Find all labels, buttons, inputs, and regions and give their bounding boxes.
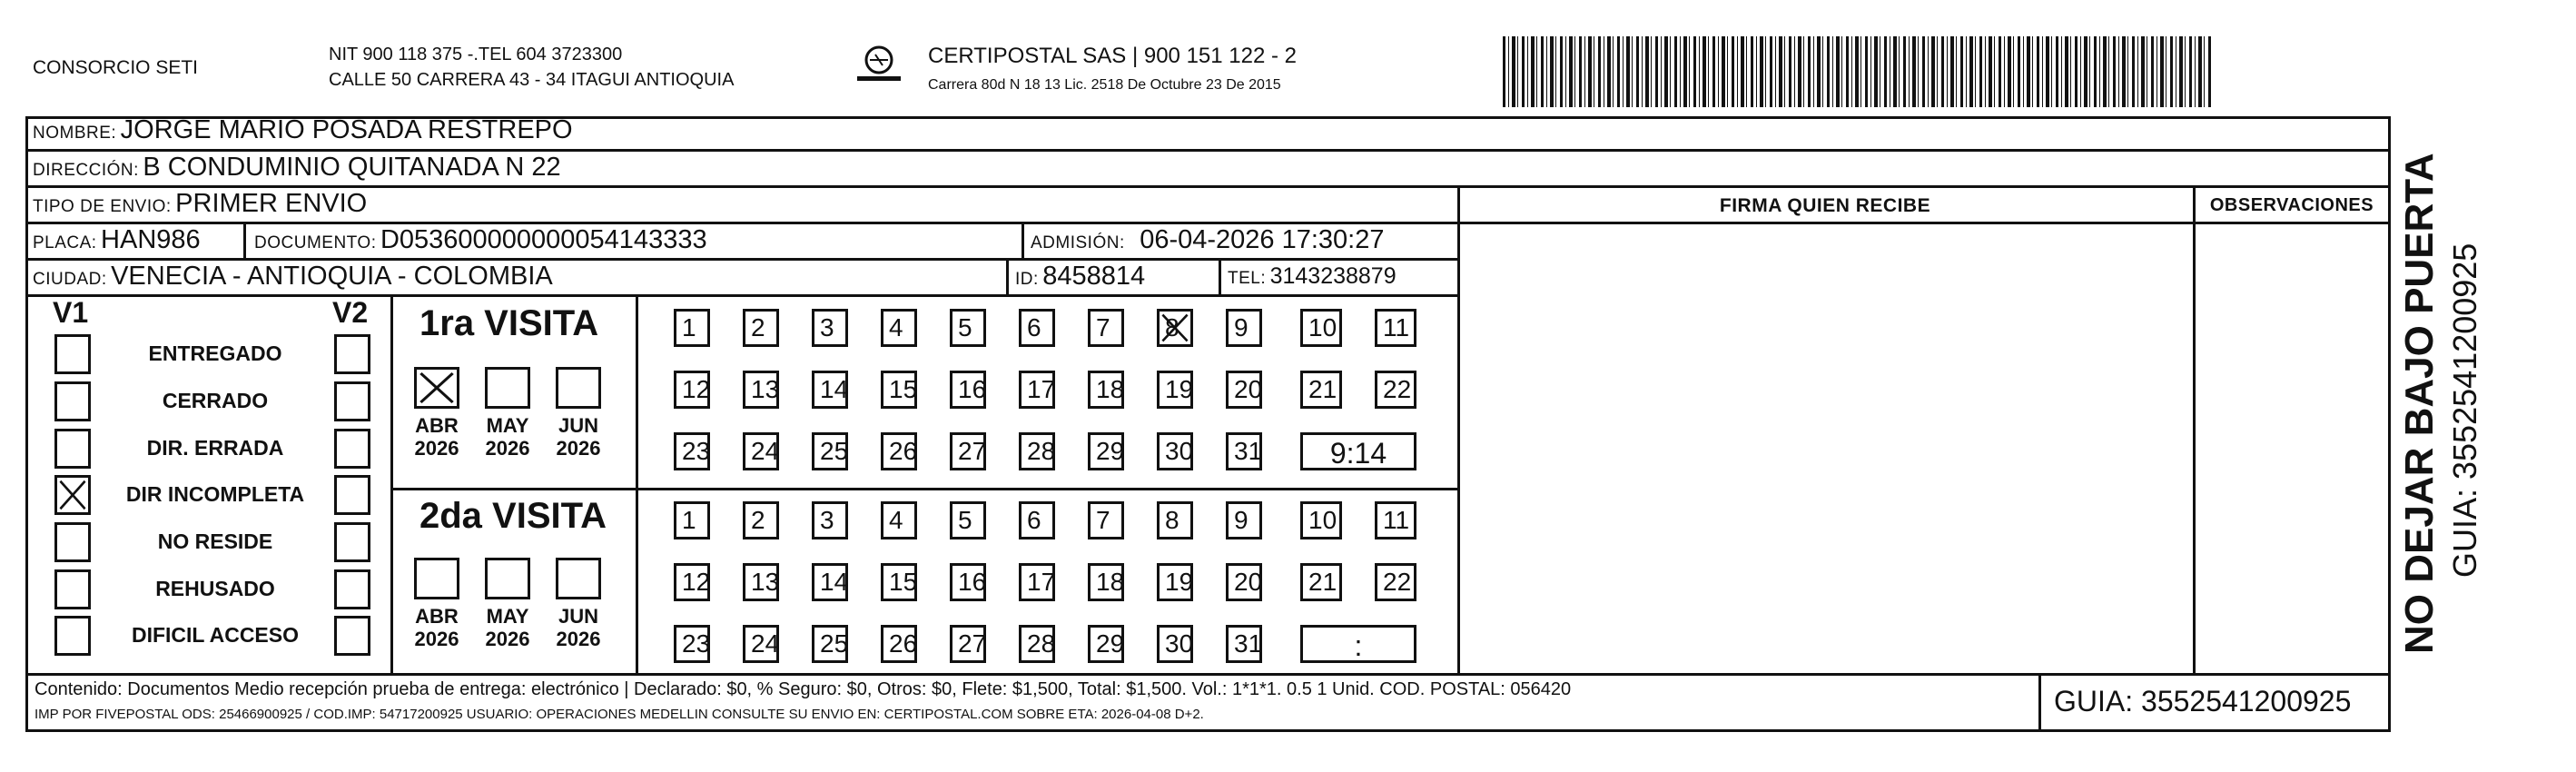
visit1-day-box[interactable] xyxy=(674,432,710,470)
visit1-day-box[interactable] xyxy=(674,309,710,347)
visit2-month-label xyxy=(405,605,469,650)
visit2-day-box[interactable] xyxy=(1375,501,1416,539)
v1-checkbox[interactable] xyxy=(54,616,91,656)
visit1-month-checkbox[interactable] xyxy=(556,367,601,409)
v2-checkbox[interactable] xyxy=(334,616,370,656)
nombre-label: NOMBRE: xyxy=(33,124,117,143)
visit1-day-number: 29 xyxy=(1096,437,1125,465)
visit2-month-year: 2026 xyxy=(556,628,601,650)
visit1-day-number: 10 xyxy=(1308,313,1337,341)
status-label: DIR. ERRADA xyxy=(146,436,284,460)
visit2-day-box[interactable] xyxy=(950,563,986,601)
visit1-day-number: 8 xyxy=(1165,313,1179,341)
nit-line-1: NIT 900 118 375 -.TEL 604 3723300 xyxy=(329,45,623,64)
ciudad-field xyxy=(33,262,553,292)
v2-checkbox[interactable] xyxy=(334,429,370,469)
admision-divider xyxy=(1022,222,1024,258)
visit2-day-number: 9 xyxy=(1234,506,1249,534)
v2-checkbox[interactable] xyxy=(334,334,370,374)
visit2-day-number: 22 xyxy=(1383,568,1412,596)
status-label: REHUSADO xyxy=(155,577,275,600)
visit2-day-number: 27 xyxy=(958,629,987,658)
status-label: ENTREGADO xyxy=(148,341,282,365)
placa-label: PLACA: xyxy=(33,233,97,252)
visit2-month-label xyxy=(547,605,610,650)
visit1-day-box[interactable] xyxy=(1088,309,1124,347)
visit2-title: 2da VISITA xyxy=(419,496,607,536)
visit1-day-box[interactable] xyxy=(1300,309,1342,347)
visit1-day-box[interactable] xyxy=(1157,432,1193,470)
visit1-title: 1ra VISITA xyxy=(419,303,599,343)
visit1-month-checkbox[interactable] xyxy=(414,367,459,409)
visit1-day-number: 26 xyxy=(889,437,918,465)
visit1-month-name: MAY xyxy=(486,414,529,437)
placa-field xyxy=(33,225,201,255)
visit1-day-number: 5 xyxy=(958,313,972,341)
visit2-day-number: 25 xyxy=(820,629,849,658)
visit2-day-box[interactable] xyxy=(1300,563,1342,601)
visit1-day-check-icon xyxy=(1160,312,1190,344)
status-label: DIR INCOMPLETA xyxy=(125,482,305,506)
visit2-day-number: 17 xyxy=(1027,568,1056,596)
visit1-day-box[interactable] xyxy=(950,309,986,347)
visit2-day-number: 16 xyxy=(958,568,987,596)
visit2-day-box[interactable] xyxy=(1019,501,1055,539)
admision-value: 06-04-2026 17:30:27 xyxy=(1140,225,1385,254)
visit2-day-number: 11 xyxy=(1383,506,1410,534)
visit1-day-number: 6 xyxy=(1027,313,1041,341)
v1-checkbox[interactable] xyxy=(54,475,91,515)
frame-right xyxy=(2388,116,2391,731)
visit2-month-checkbox[interactable] xyxy=(414,558,459,599)
visit1-day-number: 30 xyxy=(1165,437,1194,465)
visit2-day-box[interactable] xyxy=(812,501,848,539)
visit2-day-number: 12 xyxy=(682,568,711,596)
documento-value: D053600000000054143333 xyxy=(380,225,707,254)
documento-label: DOCUMENTO: xyxy=(254,233,377,252)
visit2-day-number: 29 xyxy=(1096,629,1125,658)
placa-divider xyxy=(243,222,246,258)
visit1-day-number: 9 xyxy=(1234,313,1249,341)
visit2-day-box[interactable] xyxy=(950,501,986,539)
visit1-day-box[interactable] xyxy=(812,371,848,409)
visit2-day-number: 4 xyxy=(889,506,903,534)
visit1-day-number: 2 xyxy=(751,313,765,341)
row-line-5 xyxy=(25,294,1460,297)
visit1-day-box[interactable] xyxy=(1088,371,1124,409)
id-divider xyxy=(1006,258,1009,294)
visit2-month-name: MAY xyxy=(486,605,529,628)
visit2-time-value: : xyxy=(1354,629,1363,662)
placa-value: HAN986 xyxy=(101,225,201,254)
visit1-day-number: 16 xyxy=(958,375,987,403)
visit2-day-number: 5 xyxy=(958,506,972,534)
admision-field xyxy=(1031,225,1384,255)
v1-checkbox[interactable] xyxy=(54,334,91,374)
tel-label: TEL: xyxy=(1228,269,1267,288)
visit2-day-number: 7 xyxy=(1096,506,1110,534)
visit1-day-number: 20 xyxy=(1234,375,1263,403)
visit2-day-box[interactable] xyxy=(1157,501,1193,539)
visit1-month-year: 2026 xyxy=(556,437,601,460)
visit2-day-number: 6 xyxy=(1027,506,1041,534)
visit2-day-box[interactable] xyxy=(743,501,779,539)
visit2-month-name: JUN xyxy=(558,605,598,628)
visit2-day-box[interactable] xyxy=(1157,563,1193,601)
visit2-month-year: 2026 xyxy=(485,628,530,650)
visit2-day-box[interactable] xyxy=(1019,625,1055,663)
visit1-day-number: 19 xyxy=(1165,375,1194,403)
visit1-day-box[interactable] xyxy=(1088,432,1124,470)
visit1-month-year: 2026 xyxy=(414,437,459,460)
visit2-day-number: 13 xyxy=(751,568,780,596)
frame-left xyxy=(25,116,28,731)
v2-header: V2 xyxy=(332,296,369,329)
visit1-month-label xyxy=(476,414,539,460)
side-guia: GUIA: 3552541200925 xyxy=(2446,242,2483,578)
admision-label: ADMISIÓN: xyxy=(1031,233,1125,252)
footer-line-2: IMP POR FIVEPOSTAL ODS: 25466900925 / COD.IMP: 54717200925 USUARIO: OPERACIONES MEDELLIN CONSULTE SU ENVIO EN: CERTIPOSTAL.COM SOBRE ETA: 2026-04-08 D+2. xyxy=(35,707,1204,722)
visit1-month-label xyxy=(405,414,469,460)
visit1-day-number: 3 xyxy=(820,313,834,341)
v1-checkbox[interactable] xyxy=(54,569,91,609)
visit1-month-year: 2026 xyxy=(485,437,530,460)
visit1-day-box[interactable] xyxy=(1157,371,1193,409)
visit2-month-checkbox[interactable] xyxy=(485,558,530,599)
v2-checkbox[interactable] xyxy=(334,381,370,421)
visit2-day-number: 30 xyxy=(1165,629,1194,658)
direccion-field xyxy=(33,153,561,183)
visit2-day-box[interactable] xyxy=(674,563,710,601)
visit2-day-number: 23 xyxy=(682,629,711,658)
visit2-month-label xyxy=(476,605,539,650)
nit-line-2: CALLE 50 CARRERA 43 - 34 ITAGUI ANTIOQUIA xyxy=(329,70,735,90)
v2-checkbox[interactable] xyxy=(334,475,370,515)
visit2-day-number: 19 xyxy=(1165,568,1194,596)
visit1-day-number: 23 xyxy=(682,437,711,465)
visit1-day-box[interactable] xyxy=(881,309,917,347)
visit1-day-number: 21 xyxy=(1308,375,1337,403)
visit1-month-label xyxy=(547,414,610,460)
visit2-day-box[interactable] xyxy=(950,625,986,663)
visit2-day-box[interactable] xyxy=(1157,625,1193,663)
visit2-day-box[interactable] xyxy=(1019,563,1055,601)
tipo-field xyxy=(33,189,367,219)
footer-guia-divider xyxy=(2038,673,2041,729)
visit2-day-box[interactable] xyxy=(881,563,917,601)
visit1-day-number: 27 xyxy=(958,437,987,465)
visit1-day-box[interactable] xyxy=(1226,432,1262,470)
visit1-day-box[interactable] xyxy=(881,432,917,470)
visit2-day-number: 14 xyxy=(820,568,849,596)
visit2-day-box[interactable] xyxy=(881,625,917,663)
footer-guia: GUIA: 3552541200925 xyxy=(2054,685,2352,718)
visit2-day-number: 31 xyxy=(1234,629,1263,658)
postal-logo-icon xyxy=(854,40,904,87)
visit2-day-box[interactable] xyxy=(743,625,779,663)
visit2-day-box[interactable] xyxy=(1088,563,1124,601)
visit1-day-box[interactable] xyxy=(1375,371,1416,409)
visit2-month-year: 2026 xyxy=(414,628,459,650)
visit1-day-number: 15 xyxy=(889,375,918,403)
visit1-day-number: 18 xyxy=(1096,375,1125,403)
visit1-day-number: 24 xyxy=(751,437,780,465)
row-line-2 xyxy=(25,185,2388,188)
tel-value: 3143238879 xyxy=(1269,263,1397,289)
row-line-1 xyxy=(25,149,2388,152)
nombre-value: JORGE MARIO POSADA RESTREPO xyxy=(120,115,573,144)
visit2-day-number: 24 xyxy=(751,629,780,658)
visit1-month-checkbox[interactable] xyxy=(485,367,530,409)
certipostal-line-2: Carrera 80d N 18 13 Lic. 2518 De Octubre 23 De 2015 xyxy=(928,77,1281,93)
visit2-day-box[interactable] xyxy=(881,501,917,539)
visit-divider xyxy=(390,488,1457,490)
visit1-day-number: 4 xyxy=(889,313,903,341)
tipo-label: TIPO DE ENVIO: xyxy=(33,197,172,216)
visit1-month-name: ABR xyxy=(415,414,459,437)
visit1-day-number: 1 xyxy=(682,313,696,341)
visit1-day-number: 17 xyxy=(1027,375,1056,403)
visit2-day-box[interactable] xyxy=(1226,501,1262,539)
company-name: CONSORCIO SETI xyxy=(33,57,199,78)
visit2-day-box[interactable] xyxy=(1226,625,1262,663)
visit2-day-number: 10 xyxy=(1308,506,1337,534)
nombre-field xyxy=(33,115,573,145)
visit1-day-box[interactable] xyxy=(881,371,917,409)
visit1-day-box[interactable] xyxy=(743,432,779,470)
visit1-day-number: 7 xyxy=(1096,313,1110,341)
visit1-day-box[interactable] xyxy=(743,371,779,409)
visit2-day-box[interactable] xyxy=(1088,625,1124,663)
visit1-day-box[interactable] xyxy=(812,432,848,470)
visit2-day-number: 3 xyxy=(820,506,834,534)
footer-line xyxy=(25,673,2388,676)
visit1-time-box[interactable] xyxy=(1300,432,1416,470)
visit1-day-number: 11 xyxy=(1383,313,1410,341)
barcode xyxy=(1503,36,2211,107)
visit2-day-number: 1 xyxy=(682,506,696,534)
visit2-day-box[interactable] xyxy=(1300,501,1342,539)
row-line-3 xyxy=(25,222,2388,224)
v1-checkbox[interactable] xyxy=(54,381,91,421)
frame-bottom xyxy=(25,729,2391,732)
visit1-day-number: 22 xyxy=(1383,375,1412,403)
observaciones-label: OBSERVACIONES xyxy=(2209,195,2374,215)
ciudad-value: VENECIA - ANTIOQUIA - COLOMBIA xyxy=(111,262,553,291)
visit1-day-box[interactable] xyxy=(1019,432,1055,470)
visit2-day-number: 8 xyxy=(1165,506,1179,534)
visit1-time-value: 9:14 xyxy=(1329,437,1387,470)
v1-header: V1 xyxy=(53,296,89,329)
footer-line-1: Contenido: Documentos Medio recepción prueba de entrega: electrónico | Declarado: $0, % Seguro: $0, Otros: $0, Flete: $1,500, Total: $1,500. Vol.: 1*1*1. 0.5 1 Unid. COD. POSTAL: 056420 xyxy=(35,679,1572,699)
visit-col-right xyxy=(636,294,638,673)
visit2-month-checkbox[interactable] xyxy=(556,558,601,599)
direccion-label: DIRECCIÓN: xyxy=(33,161,139,180)
visit1-day-box[interactable] xyxy=(1300,371,1342,409)
visit1-day-box[interactable] xyxy=(1157,309,1193,347)
visit1-day-box[interactable] xyxy=(950,432,986,470)
visit2-day-number: 26 xyxy=(889,629,918,658)
visit1-day-box[interactable] xyxy=(674,371,710,409)
visit2-day-box[interactable] xyxy=(812,563,848,601)
status-label: DIFICIL ACCESO xyxy=(131,623,299,647)
visit2-day-box[interactable] xyxy=(743,563,779,601)
tipo-value: PRIMER ENVIO xyxy=(175,189,368,218)
certipostal-line-1: CERTIPOSTAL SAS | 900 151 122 - 2 xyxy=(928,44,1297,68)
visit1-day-number: 13 xyxy=(751,375,780,403)
visit2-day-box[interactable] xyxy=(812,625,848,663)
visit1-day-box[interactable] xyxy=(1019,371,1055,409)
visit2-day-box[interactable] xyxy=(1375,563,1416,601)
visit2-day-number: 15 xyxy=(889,568,918,596)
row-line-4 xyxy=(25,258,1460,261)
v1-checkbox[interactable] xyxy=(54,522,91,562)
direccion-value: B CONDUMINIO QUITANADA N 22 xyxy=(143,153,561,182)
visit1-day-number: 25 xyxy=(820,437,849,465)
id-field xyxy=(1015,262,1145,292)
ciudad-label: CIUDAD: xyxy=(33,270,107,289)
visit2-day-number: 21 xyxy=(1308,568,1337,596)
visit1-day-box[interactable] xyxy=(1226,309,1262,347)
id-label: ID: xyxy=(1015,270,1039,289)
visit2-day-number: 28 xyxy=(1027,629,1056,658)
visit1-day-box[interactable] xyxy=(1226,371,1262,409)
tel-divider xyxy=(1219,258,1221,294)
visit1-day-box[interactable] xyxy=(1019,309,1055,347)
visit2-day-number: 2 xyxy=(751,506,765,534)
v2-checkbox[interactable] xyxy=(334,522,370,562)
status-label: NO RESIDE xyxy=(157,530,273,553)
firma-label: FIRMA QUIEN RECIBE xyxy=(1719,195,1931,216)
visit1-day-number: 31 xyxy=(1234,437,1263,465)
obs-col-left xyxy=(2193,185,2196,673)
visit2-day-box[interactable] xyxy=(1226,563,1262,601)
visit2-time-box[interactable] xyxy=(1300,625,1416,663)
visit1-day-box[interactable] xyxy=(812,309,848,347)
visit2-day-box[interactable] xyxy=(674,625,710,663)
visit1-day-box[interactable] xyxy=(743,309,779,347)
v1-checkbox[interactable] xyxy=(54,429,91,469)
status-col-right xyxy=(390,294,393,673)
visit2-day-number: 18 xyxy=(1096,568,1125,596)
tel-field xyxy=(1228,263,1397,290)
visit1-day-box[interactable] xyxy=(950,371,986,409)
visit1-day-number: 14 xyxy=(820,375,849,403)
id-value: 8458814 xyxy=(1042,262,1146,291)
visit1-day-box[interactable] xyxy=(1375,309,1416,347)
visit1-month-name: JUN xyxy=(558,414,598,437)
firma-col-left xyxy=(1457,185,1460,673)
visit2-day-number: 20 xyxy=(1234,568,1263,596)
documento-field xyxy=(254,225,707,255)
visit1-day-number: 12 xyxy=(682,375,711,403)
visit1-day-number: 28 xyxy=(1027,437,1056,465)
status-label: CERRADO xyxy=(162,389,269,412)
visit2-day-box[interactable] xyxy=(1088,501,1124,539)
visit2-day-box[interactable] xyxy=(674,501,710,539)
side-warning: NO DEJAR BAJO PUERTA xyxy=(2397,153,2442,654)
v2-checkbox[interactable] xyxy=(334,569,370,609)
visit2-month-name: ABR xyxy=(415,605,459,628)
